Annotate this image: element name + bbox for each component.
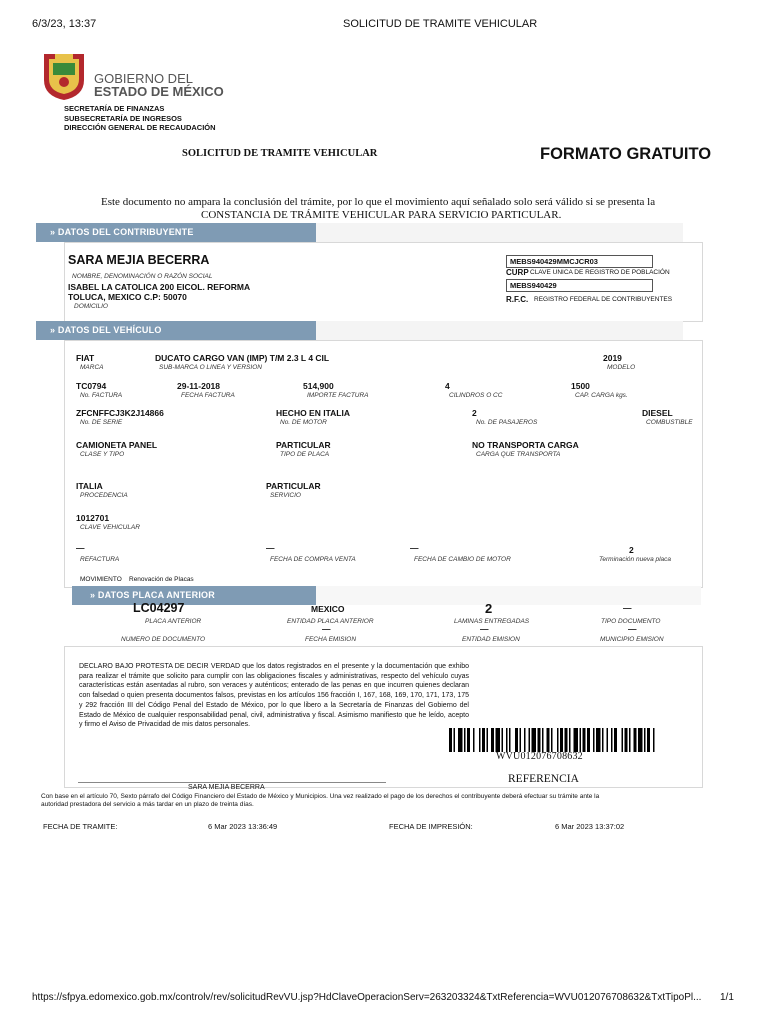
barcode-bar bbox=[487, 728, 489, 752]
combustible-value: DIESEL bbox=[642, 408, 673, 418]
entidad-value: MEXICO bbox=[311, 604, 345, 614]
barcode-bar bbox=[574, 728, 579, 752]
formato-gratuito: FORMATO GRATUITO bbox=[540, 145, 712, 163]
motor-value: HECHO EN ITALIA bbox=[276, 408, 350, 418]
barcode-bar bbox=[596, 728, 601, 752]
section-contribuyente bbox=[36, 223, 316, 242]
clave-vehicular-caption: CLAVE VEHICULAR bbox=[80, 524, 140, 531]
barcode-bar bbox=[515, 728, 518, 752]
barcode-bar bbox=[580, 728, 582, 752]
barcode-bar bbox=[496, 728, 501, 752]
barcode-bar bbox=[509, 728, 511, 752]
submarca-caption: SUB-MARCA O LINEA Y VERSION bbox=[159, 364, 262, 371]
importe-value: 514,900 bbox=[303, 381, 334, 391]
clase-caption: CLASE Y TIPO bbox=[80, 451, 125, 458]
carga-transporta-value: NO TRANSPORTA CARGA bbox=[472, 440, 579, 450]
footer-page: 1/1 bbox=[720, 992, 734, 1003]
signature-line bbox=[78, 782, 386, 783]
fecha-tramite-value: 6 Mar 2023 13:36:49 bbox=[208, 822, 278, 831]
barcode-bar bbox=[644, 728, 646, 752]
document-title: SOLICITUD DE TRAMITE VEHICULAR bbox=[182, 148, 378, 159]
municipio-value: — bbox=[628, 624, 637, 634]
barcode-bar bbox=[547, 728, 550, 752]
section-placa-anterior bbox=[72, 586, 316, 605]
signature-name: SARA MEJIA BECERRA bbox=[188, 784, 265, 791]
vehiculo-panel bbox=[64, 340, 703, 588]
fecha-impresion-value: 6 Mar 2023 13:37:02 bbox=[555, 822, 625, 831]
serie-caption: No. DE SERIE bbox=[80, 419, 123, 426]
terminacion-caption: Terminación nueva placa bbox=[599, 556, 672, 563]
print-title: SOLICITUD DE TRAMITE VEHICULAR bbox=[343, 18, 538, 30]
cilindros-caption: CILINDROS O CC bbox=[449, 392, 503, 399]
address-line-1: ISABEL LA CATOLICA 200 EICOL. REFORMA bbox=[68, 282, 251, 292]
barcode-bar bbox=[532, 728, 537, 752]
barcode-bar bbox=[479, 728, 481, 752]
curp-box: MEBS940429MMCJCR03 bbox=[506, 255, 653, 268]
fecha-factura-value: 29-11-2018 bbox=[177, 381, 221, 391]
agency-line: SUBSECRETARÍA DE INGRESOS bbox=[64, 113, 182, 123]
barcode-bar bbox=[454, 728, 456, 752]
section-label: » DATOS PLACA ANTERIOR bbox=[90, 590, 215, 600]
seal-icon bbox=[40, 50, 88, 102]
barcode bbox=[449, 728, 717, 752]
curp-caption: CLAVE UNICA DE REGISTRO DE POBLACIÓN bbox=[530, 269, 670, 276]
carga-caption: CAP. CARGA kgs. bbox=[575, 392, 628, 399]
marca-value: FIAT bbox=[76, 353, 95, 363]
modelo-value: 2019 bbox=[603, 353, 622, 363]
barcode-bar bbox=[629, 728, 631, 752]
barcode-bar bbox=[473, 728, 475, 752]
tipo-placa-value: PARTICULAR bbox=[276, 440, 331, 450]
legal-line-2: autoridad prestadora del servicio a más tardar en un plazo de treinta días. bbox=[41, 801, 254, 808]
section-label: » DATOS DEL CONTRIBUYENTE bbox=[50, 227, 194, 237]
entidad-emision-caption: ENTIDAD EMISION bbox=[462, 636, 520, 643]
barcode-bar bbox=[583, 728, 586, 752]
num-doc-caption: NUMERO DE DOCUMENTO bbox=[121, 636, 206, 643]
notice-line-2: CONSTANCIA DE TRÁMITE VEHICULAR PARA SERVICIO PARTICULAR. bbox=[201, 209, 562, 221]
rfc-caption: REGISTRO FEDERAL DE CONTRIBUYENTES bbox=[534, 296, 673, 303]
fecha-compra-value: — bbox=[266, 543, 275, 553]
notice-line-1: Este documento no ampara la conclusión del trámite, por lo que el movimiento aquí señalado solo será válido si se presenta la bbox=[101, 196, 656, 208]
barcode-bar bbox=[565, 728, 568, 752]
combustible-caption: COMBUSTIBLE bbox=[646, 419, 693, 426]
carga-value: 1500 bbox=[571, 381, 590, 391]
barcode-bar bbox=[569, 728, 571, 752]
chevron-double-icon: » bbox=[50, 227, 56, 237]
barcode-bar bbox=[607, 728, 609, 752]
tipo-placa-caption: TIPO DE PLACA bbox=[280, 451, 330, 458]
barcode-bar bbox=[458, 728, 463, 752]
barcode-bar bbox=[614, 728, 617, 752]
barcode-bar bbox=[622, 728, 624, 752]
municipio-caption: MUNICIPIO EMISION bbox=[600, 636, 664, 643]
agency-block bbox=[64, 104, 216, 133]
tipo-doc-value: — bbox=[623, 603, 632, 613]
section-band-fill bbox=[316, 223, 683, 242]
barcode-bar bbox=[524, 728, 526, 752]
print-datetime: 6/3/23, 13:37 bbox=[32, 18, 97, 30]
servicio-caption: SERVICIO bbox=[270, 492, 301, 499]
taxpayer-name-caption: NOMBRE, DENOMINACIÓN O RAZÓN SOCIAL bbox=[72, 273, 213, 280]
factura-caption: No. FACTURA bbox=[80, 392, 123, 399]
barcode-bar bbox=[611, 728, 613, 752]
cambio-motor-caption: FECHA DE CAMBIO DE MOTOR bbox=[414, 556, 511, 563]
chevron-double-icon: » bbox=[50, 325, 56, 335]
marca-caption: MARCA bbox=[80, 364, 104, 371]
rfc-label: R.F.C. bbox=[506, 295, 529, 304]
barcode-bar bbox=[587, 728, 590, 752]
motor-caption: No. DE MOTOR bbox=[280, 419, 327, 426]
barcode-bar bbox=[520, 728, 522, 752]
cambio-motor-value: — bbox=[410, 543, 419, 553]
barcode-bar bbox=[638, 728, 643, 752]
factura-value: TC0794 bbox=[76, 381, 107, 391]
fecha-tramite-label: FECHA DE TRAMITE: bbox=[43, 822, 118, 831]
barcode-bar bbox=[538, 728, 541, 752]
taxpayer-name: SARA MEJIA BECERRA bbox=[68, 253, 210, 267]
laminas-caption: LAMINAS ENTREGADAS bbox=[454, 618, 530, 625]
barcode-bar bbox=[593, 728, 595, 752]
laminas-value: 2 bbox=[485, 601, 493, 616]
fecha-impresion-label: FECHA DE IMPRESIÓN: bbox=[389, 822, 473, 831]
section-band-fill bbox=[316, 586, 701, 605]
declaration-text: DECLARO BAJO PROTESTA DE DECIR VERDAD que los datos registrados en el presente y la documentación que exhibo para realizar el trámite que solicito para cumplir con las obligaciones fiscales y administrativas, respecto del vehículo cuyas características están asentadas al rubro, son veraces y auténticos; enterado de las penas en que incurren quienes declaran con falsedad o quien presenta documentos falsos, previstas en los artículos 156 fracción I, 167, 168, 169, 170, 171, 173, 175 y 292 fracción III del Código Penal del Estado de México, por lo que libero a la Secretaría de Finanzas del Gobierno del Estado de México de cualquier responsabilidad penal, civil, administrativa y fiscal. Asimismo manifiesto que he leído, acepto y firmo el Aviso de Privacidad de mis datos personales. bbox=[79, 663, 469, 729]
barcode-bar bbox=[653, 728, 655, 752]
section-band-fill bbox=[316, 321, 683, 340]
entidad-emision-value: — bbox=[480, 624, 489, 634]
rfc-box: MEBS940429 bbox=[506, 279, 653, 292]
agency-line: DIRECCIÓN GENERAL DE RECAUDACIÓN bbox=[64, 123, 216, 132]
barcode-bar bbox=[560, 728, 563, 752]
barcode-bar bbox=[449, 728, 452, 752]
barcode-text: WVU012076708632 bbox=[496, 751, 583, 762]
clase-value: CAMIONETA PANEL bbox=[76, 440, 158, 450]
movimiento-label: MOVIMIENTO bbox=[80, 576, 122, 583]
fecha-compra-caption: FECHA DE COMPRA VENTA bbox=[270, 556, 356, 563]
barcode-bar bbox=[491, 728, 494, 752]
logo-line2: ESTADO DE MÉXICO bbox=[94, 84, 224, 99]
submarca-value: DUCATO CARGO VAN (IMP) T/M 2.3 L 4 CIL bbox=[155, 353, 330, 363]
barcode-bar bbox=[625, 728, 628, 752]
address-caption: DOMICILIO bbox=[74, 303, 108, 310]
entidad-caption: ENTIDAD PLACA ANTERIOR bbox=[287, 618, 374, 625]
barcode-bar bbox=[464, 728, 466, 752]
footer-url: https://sfpya.edomexico.gob.mx/controlv/rev/solicitudRevVU.jsp?HdClaveOperacionServ=263203324&TxtReferencia=WVU012076708632&TxtTipoPl... bbox=[32, 992, 702, 1003]
logo-line1: GOBIERNO DEL bbox=[94, 71, 193, 86]
curp-label: CURP bbox=[506, 268, 529, 277]
barcode-bar bbox=[482, 728, 485, 752]
section-vehiculo bbox=[36, 321, 316, 340]
cilindros-value: 4 bbox=[445, 381, 450, 391]
pasajeros-caption: No. DE PASAJEROS bbox=[476, 419, 538, 426]
procedencia-caption: PROCEDENCIA bbox=[80, 492, 128, 499]
importe-caption: IMPORTE FACTURA bbox=[307, 392, 369, 399]
placa-value: LC04297 bbox=[133, 601, 185, 615]
tipo-doc-caption: TIPO DOCUMENTO bbox=[601, 618, 661, 625]
barcode-bar bbox=[467, 728, 470, 752]
barcode-bar bbox=[502, 728, 504, 752]
address-line-2: TOLUCA, MEXICO C.P: 50070 bbox=[68, 292, 187, 302]
barcode-bar bbox=[634, 728, 637, 752]
terminacion-value: 2 bbox=[629, 545, 634, 555]
movimiento-value: Renovación de Placas bbox=[129, 576, 194, 583]
placa-caption: PLACA ANTERIOR bbox=[145, 618, 202, 625]
refactura-value: — bbox=[76, 543, 85, 553]
state-seal-logo bbox=[40, 50, 88, 102]
barcode-bar bbox=[542, 728, 544, 752]
referencia-label: REFERENCIA bbox=[508, 773, 579, 785]
agency-line: SECRETARÍA DE FINANZAS bbox=[64, 104, 165, 113]
refactura-caption: REFACTURA bbox=[80, 556, 120, 563]
chevron-double-icon: » bbox=[90, 590, 96, 600]
barcode-bar bbox=[506, 728, 508, 752]
carga-transporta-caption: CARGA QUE TRANSPORTA bbox=[476, 451, 561, 458]
procedencia-value: ITALIA bbox=[76, 481, 103, 491]
fecha-factura-caption: FECHA FACTURA bbox=[181, 392, 235, 399]
barcode-bar bbox=[551, 728, 553, 752]
barcode-bar bbox=[557, 728, 559, 752]
pasajeros-value: 2 bbox=[472, 408, 477, 418]
servicio-value: PARTICULAR bbox=[266, 481, 321, 491]
serie-value: ZFCNFFCJ3K2J14866 bbox=[76, 408, 164, 418]
modelo-caption: MODELO bbox=[607, 364, 636, 371]
legal-line-1: Con base en el artículo 70, Sexto párrafo del Código Financiero del Estado de México y Municipios. Una vez realizado el pago de los derechos el contribuyente deberá efectuar su trámite ante la bbox=[41, 793, 600, 800]
section-label: » DATOS DEL VEHÍCULO bbox=[50, 325, 162, 335]
barcode-bar bbox=[602, 728, 604, 752]
fecha-emision-caption: FECHA EMISION bbox=[305, 636, 357, 643]
barcode-bar bbox=[529, 728, 531, 752]
fecha-emision-value: — bbox=[322, 624, 331, 634]
barcode-bar bbox=[647, 728, 650, 752]
clave-vehicular-value: 1012701 bbox=[76, 513, 110, 523]
